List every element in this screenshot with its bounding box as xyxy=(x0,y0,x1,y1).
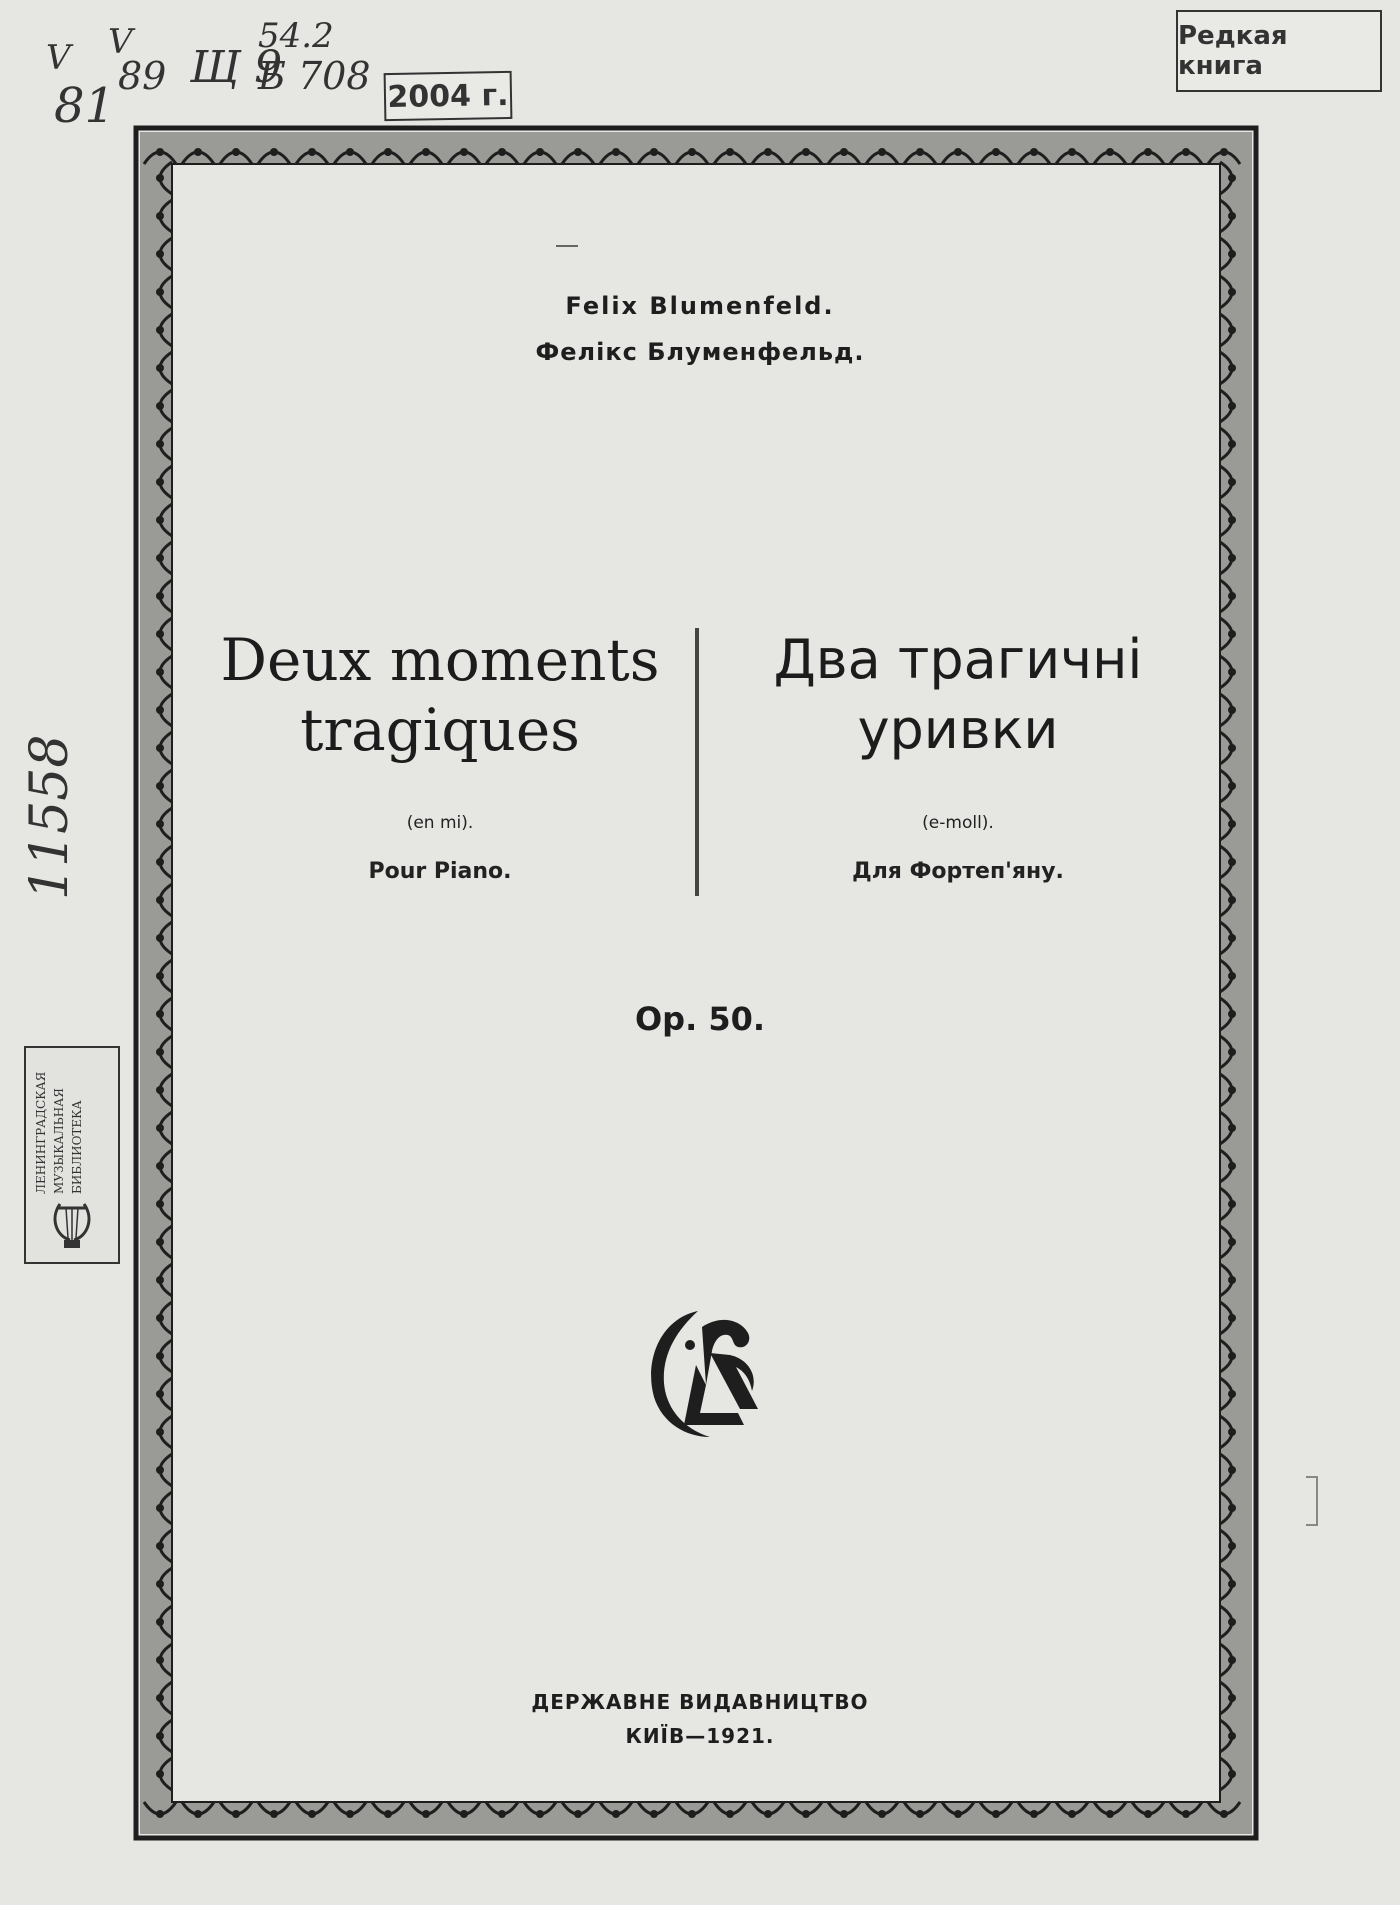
border-drop-top xyxy=(346,148,354,156)
border-drop-bottom xyxy=(764,1810,772,1818)
border-drop-left xyxy=(156,1390,164,1398)
pencil-bracket xyxy=(1306,1476,1318,1526)
handwritten-mark-v2: V xyxy=(108,22,133,62)
border-drop-left xyxy=(156,668,164,676)
border-drop-bottom xyxy=(156,1810,164,1818)
pencil-dash xyxy=(556,245,578,247)
border-drop-top xyxy=(764,148,772,156)
border-drop-left xyxy=(156,1352,164,1360)
library-stamp-line-2: МУЗЫКАЛЬНАЯ xyxy=(52,1088,66,1194)
border-drop-bottom xyxy=(460,1810,468,1818)
border-drop-bottom xyxy=(498,1810,506,1818)
border-drop-left xyxy=(156,1504,164,1512)
border-drop-left xyxy=(156,1314,164,1322)
publisher-name: ДЕРЖАВНЕ ВИДАВНИЦТВО xyxy=(531,1690,869,1714)
border-drop-top xyxy=(840,148,848,156)
border-drop-left xyxy=(156,1238,164,1246)
border-drop-top xyxy=(156,148,164,156)
ukrainian-title-block xyxy=(708,625,1208,884)
border-drop-right xyxy=(1228,1428,1236,1436)
border-drop-right xyxy=(1228,858,1236,866)
border-drop-bottom xyxy=(194,1810,202,1818)
border-drop-left xyxy=(156,1162,164,1170)
border-drop-top xyxy=(650,148,658,156)
border-drop-top xyxy=(498,148,506,156)
border-drop-left xyxy=(156,402,164,410)
ukrainian-title-line-1: Два трагичні xyxy=(773,628,1143,691)
border-drop-right xyxy=(1228,1162,1236,1170)
border-band-right xyxy=(1220,132,1252,1834)
border-drop-bottom xyxy=(802,1810,810,1818)
border-drop-top xyxy=(916,148,924,156)
border-drop-left xyxy=(156,1580,164,1588)
border-drop-right xyxy=(1228,554,1236,562)
border-drop-bottom xyxy=(422,1810,430,1818)
border-drop-right xyxy=(1228,630,1236,638)
border-drop-top xyxy=(1030,148,1038,156)
border-drop-left xyxy=(156,516,164,524)
opus-number: Op. 50. xyxy=(634,1000,766,1038)
border-drop-left xyxy=(156,1200,164,1208)
border-drop-top xyxy=(1068,148,1076,156)
border-drop-left xyxy=(156,1770,164,1778)
border-drop-right xyxy=(1228,1580,1236,1588)
publisher-emblem-icon xyxy=(640,1305,770,1445)
border-drop-right xyxy=(1228,706,1236,714)
border-drop-left xyxy=(156,1542,164,1550)
border-drop-top xyxy=(536,148,544,156)
border-drop-left xyxy=(156,896,164,904)
border-drop-right xyxy=(1228,440,1236,448)
french-title-line-1: Deux moments xyxy=(220,626,660,694)
border-drop-left xyxy=(156,174,164,182)
border-drop-right xyxy=(1228,1390,1236,1398)
border-drop-left xyxy=(156,706,164,714)
border-drop-top xyxy=(992,148,1000,156)
border-drop-right xyxy=(1228,1656,1236,1664)
border-drop-top xyxy=(1182,148,1190,156)
border-drop-right xyxy=(1228,516,1236,524)
border-drop-left xyxy=(156,972,164,980)
border-drop-left xyxy=(156,212,164,220)
border-drop-bottom xyxy=(650,1810,658,1818)
french-title-line-2: tragiques xyxy=(300,696,580,764)
french-instrument: Pour Piano. xyxy=(368,859,512,884)
border-drop-right xyxy=(1228,1466,1236,1474)
border-drop-left xyxy=(156,934,164,942)
library-stamp-line-1: ЛЕНИНГРАДСКАЯ xyxy=(34,1071,48,1194)
border-drop-left xyxy=(156,1048,164,1056)
ukrainian-title-line-2: уривки xyxy=(857,698,1059,761)
border-drop-left xyxy=(156,554,164,562)
border-drop-left xyxy=(156,1124,164,1132)
border-drop-right xyxy=(1228,1352,1236,1360)
border-drop-right xyxy=(1228,1276,1236,1284)
composer-name-latin: Felix Blumenfeld. xyxy=(565,292,835,320)
handwritten-mark-81: 81 xyxy=(54,78,116,134)
border-drop-bottom xyxy=(1106,1810,1114,1818)
border-drop-right xyxy=(1228,174,1236,182)
border-drop-top xyxy=(574,148,582,156)
border-drop-right xyxy=(1228,592,1236,600)
border-drop-left xyxy=(156,592,164,600)
border-drop-right xyxy=(1228,1124,1236,1132)
shelf-mark-top: Щ 9 xyxy=(190,42,283,93)
border-drop-bottom xyxy=(878,1810,886,1818)
border-drop-right xyxy=(1228,820,1236,828)
border-drop-bottom xyxy=(536,1810,544,1818)
border-drop-bottom xyxy=(1220,1810,1228,1818)
border-drop-bottom xyxy=(1182,1810,1190,1818)
border-drop-top xyxy=(460,148,468,156)
border-drop-bottom xyxy=(726,1810,734,1818)
border-drop-bottom xyxy=(270,1810,278,1818)
border-drop-bottom xyxy=(688,1810,696,1818)
border-drop-top xyxy=(688,148,696,156)
border-drop-left xyxy=(156,1428,164,1436)
border-drop-right xyxy=(1228,1542,1236,1550)
border-drop-right xyxy=(1228,1200,1236,1208)
composer-name-cyrillic: Фелікс Блуменфельд. xyxy=(535,338,865,366)
border-drop-left xyxy=(156,478,164,486)
border-drop-right xyxy=(1228,1314,1236,1322)
library-stamp-line-3: БИБЛИОТЕКА xyxy=(70,1100,84,1194)
border-drop-right xyxy=(1228,326,1236,334)
year-stamp-text: 2004 г. xyxy=(387,77,509,115)
border-drop-left xyxy=(156,250,164,258)
shelf-mark-code: Б 708 xyxy=(258,54,371,98)
border-drop-right xyxy=(1228,744,1236,752)
border-drop-right xyxy=(1228,1048,1236,1056)
border-drop-bottom xyxy=(232,1810,240,1818)
border-drop-bottom xyxy=(840,1810,848,1818)
border-drop-left xyxy=(156,1656,164,1664)
border-drop-right xyxy=(1228,896,1236,904)
french-key: (en mi). xyxy=(406,813,474,833)
publisher-place-year: КИЇВ—1921. xyxy=(625,1724,775,1748)
border-drop-right xyxy=(1228,668,1236,676)
handwritten-mark-v: V xyxy=(46,38,71,78)
border-drop-bottom xyxy=(916,1810,924,1818)
border-drop-right xyxy=(1228,1238,1236,1246)
border-drop-right xyxy=(1228,478,1236,486)
border-drop-bottom xyxy=(1144,1810,1152,1818)
border-drop-top xyxy=(194,148,202,156)
border-drop-left xyxy=(156,1618,164,1626)
border-drop-left xyxy=(156,858,164,866)
border-drop-right xyxy=(1228,972,1236,980)
border-drop-bottom xyxy=(992,1810,1000,1818)
border-drop-top xyxy=(422,148,430,156)
border-drop-left xyxy=(156,744,164,752)
border-drop-right xyxy=(1228,1086,1236,1094)
border-drop-right xyxy=(1228,1504,1236,1512)
border-drop-top xyxy=(270,148,278,156)
border-drop-left xyxy=(156,820,164,828)
border-drop-bottom xyxy=(612,1810,620,1818)
border-drop-top xyxy=(1144,148,1152,156)
title-divider xyxy=(695,628,699,896)
border-drop-bottom xyxy=(384,1810,392,1818)
border-drop-top xyxy=(1106,148,1114,156)
border-drop-right xyxy=(1228,1770,1236,1778)
border-drop-bottom xyxy=(954,1810,962,1818)
border-band-left xyxy=(140,132,172,1834)
rare-book-stamp-text: Редкая книга xyxy=(1178,21,1288,81)
border-drop-right xyxy=(1228,212,1236,220)
border-drop-bottom xyxy=(1030,1810,1038,1818)
border-drop-left xyxy=(156,1086,164,1094)
border-drop-bottom xyxy=(346,1810,354,1818)
border-drop-top xyxy=(802,148,810,156)
border-drop-right xyxy=(1228,782,1236,790)
border-drop-top xyxy=(1220,148,1228,156)
border-drop-bottom xyxy=(1068,1810,1076,1818)
border-drop-bottom xyxy=(308,1810,316,1818)
border-drop-top xyxy=(384,148,392,156)
border-inner-line xyxy=(172,164,1220,1802)
border-drop-right xyxy=(1228,250,1236,258)
border-drop-top xyxy=(878,148,886,156)
border-drop-top xyxy=(232,148,240,156)
border-drop-top xyxy=(726,148,734,156)
border-drop-top xyxy=(308,148,316,156)
border-drop-right xyxy=(1228,402,1236,410)
border-drop-bottom xyxy=(574,1810,582,1818)
side-inventory-number: 11558 xyxy=(20,734,80,900)
border-drop-top xyxy=(612,148,620,156)
handwritten-mark-89: 89 xyxy=(118,54,167,98)
border-drop-left xyxy=(156,1466,164,1474)
ukrainian-key: (e-moll). xyxy=(922,813,994,833)
border-drop-right xyxy=(1228,1618,1236,1626)
border-drop-left xyxy=(156,782,164,790)
border-drop-left xyxy=(156,1276,164,1284)
border-drop-right xyxy=(1228,934,1236,942)
border-drop-left xyxy=(156,440,164,448)
shelf-mark-number: 54.2 xyxy=(258,16,334,56)
ukrainian-instrument: Для Фортеп'яну. xyxy=(852,859,1064,884)
border-drop-left xyxy=(156,326,164,334)
french-title-block xyxy=(190,625,690,884)
border-drop-top xyxy=(954,148,962,156)
border-drop-left xyxy=(156,630,164,638)
